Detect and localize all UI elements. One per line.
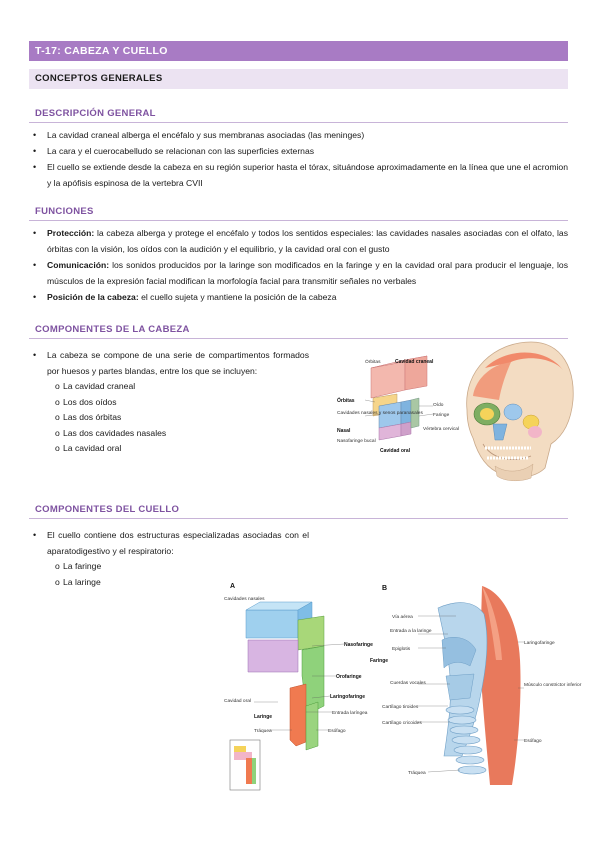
sub-list-item: o La cavidad craneal — [55, 379, 568, 395]
head-compartments-figure — [335, 340, 575, 485]
list-item: • Posición de la cabeza: el cuello sujeta y mantiene la posición de la cabeza — [33, 289, 568, 305]
pharynx-larynx-figure-b — [378, 580, 582, 805]
bullet-icon: • — [33, 228, 37, 238]
bullet-icon: • — [33, 260, 37, 270]
sub-list-item: o La faringe — [55, 559, 568, 575]
list-item: • Protección: la cabeza alberga y protege el encéfalo y todos los sentidos especiales: las cavidades nasales asociadas con el olfato, las órbitas con la visión, los oídos con la audición y el equilibrio, y la cavidad oral con el gusto — [33, 225, 568, 257]
label-entrada-laringe: Entrada a la laringe — [390, 629, 432, 634]
list-item: • La cara y el cuerocabelludo se relacionan con las superficies externas — [33, 143, 568, 159]
page-title: T-17: CABEZA Y CUELLO — [29, 41, 568, 61]
label-cavidad-oral: Cavidad oral — [380, 448, 411, 454]
pharynx-diagram — [246, 602, 344, 750]
circle-bullet-icon: o — [55, 576, 60, 587]
label-musculo: Músculo constrictor inferior — [524, 683, 582, 688]
label-oido: Oído — [433, 403, 444, 408]
panel-label-a: A — [230, 583, 236, 590]
list-item: • La cavidad craneal alberga el encéfalo y sus membranas asociadas (las meninges) — [33, 127, 568, 143]
term: Protección: — [47, 228, 95, 238]
label-cartilago-cricoides: Cartílago cricoides — [382, 721, 422, 726]
list-item: • Comunicación: los sonidos producidos por la laringe son modificados en la faringe y en la cavidad oral para producir el lenguaje, los músculos de la expresión facial modifican la morfología facial para transmitir señales no verbales — [33, 257, 568, 289]
circle-bullet-icon: o — [55, 412, 60, 422]
sub-list-item: o La laringe — [55, 575, 568, 591]
label-orbitas-2: Órbitas — [337, 398, 355, 404]
label-orofaringe: Orofaringe — [336, 674, 362, 680]
section-descripcion — [29, 108, 568, 191]
sub-list-item: o Los dos oídos — [55, 395, 568, 411]
label-epiglotis: Epiglotis — [392, 647, 411, 652]
label-laringe: Laringe — [254, 714, 273, 720]
bullet-icon: • — [33, 146, 37, 156]
circle-bullet-icon: o — [55, 381, 60, 391]
term: Posición de la cabeza: — [47, 292, 139, 302]
circle-bullet-icon: o — [55, 396, 60, 407]
label-cavidad-craneal: Cavidad craneal — [395, 359, 434, 365]
term: Comunicación: — [47, 260, 110, 270]
label-traquea: Tráquea — [254, 729, 272, 734]
list-item: • La cabeza se compone de una serie de compartimentos formados por huesos y partes blandas, entre los que se incluyen: — [33, 347, 309, 379]
bullet-icon: • — [33, 350, 37, 360]
section-heading: COMPONENTES DEL CUELLO — [29, 504, 568, 519]
section-heading: COMPONENTES DE LA CABEZA — [29, 324, 568, 339]
label-esofago: Esófago — [524, 739, 542, 744]
section-funciones — [29, 206, 568, 305]
label-via-aerea: Vía aérea — [392, 615, 413, 620]
list-item: • El cuello se extiende desde la cabeza en su región superior hasta el tórax, situándose aproximadamente en la línea que une el acromion y la apófisis espinosa de la vertebra CVII — [33, 159, 568, 191]
label-orbitas: Órbitas — [365, 360, 381, 365]
label-nasofaringe: Nasofaringe — [344, 642, 373, 648]
label-vertebra: Vértebra cervical — [423, 427, 459, 432]
circle-bullet-icon: o — [55, 561, 60, 571]
circle-bullet-icon: o — [55, 443, 60, 453]
label-nasal: Nasal — [337, 428, 351, 434]
sub-list-item: o La cavidad oral — [55, 441, 568, 457]
label-cavidad-oral: Cavidad oral — [224, 699, 251, 704]
label-cavidades-nasales: Cavidades nasales — [224, 597, 265, 602]
label-faringe: Faringe — [433, 413, 450, 418]
label-cavidades-nasales: Cavidades nasales y senos paranasales — [337, 411, 423, 416]
skull-illustration — [467, 342, 574, 481]
circle-bullet-icon: o — [55, 427, 60, 438]
inset-thumbnail — [230, 740, 260, 790]
label-esofago: Esófago — [328, 729, 346, 734]
list-item: • El cuello contiene dos estructuras especializadas asociadas con el aparatodigestivo y el respiratorio: — [33, 527, 309, 559]
section-cuello — [29, 504, 568, 590]
bullet-icon: • — [33, 530, 37, 540]
bullet-icon: • — [33, 130, 37, 140]
pharynx-larynx-figure-a — [220, 580, 389, 800]
sub-list-item: o Las dos cavidades nasales — [55, 426, 568, 442]
page-subtitle: CONCEPTOS GENERALES — [29, 69, 568, 89]
label-laringofaringe: Laringofaringe — [330, 694, 366, 700]
label-cartilago-tiroides: Cartílago tiroides — [382, 705, 419, 710]
sub-list-item: o Las dos órbitas — [55, 410, 568, 426]
bullet-icon: • — [33, 292, 37, 302]
label-cuerdas-vocales: Cuerdas vocales — [390, 681, 426, 686]
label-nasofaringe-bucal: Nasofaringe bucal — [337, 439, 376, 444]
label-faringe: Faringe — [370, 658, 389, 664]
panel-label-b: B — [382, 585, 388, 592]
section-heading: FUNCIONES — [29, 206, 568, 221]
larynx-illustration — [418, 586, 524, 785]
label-entrada-laringea: Entrada laríngea — [332, 711, 368, 716]
bullet-icon: • — [33, 162, 37, 172]
label-laringofaringe: Laringofaringe — [524, 641, 555, 646]
section-heading: DESCRIPCIÓN GENERAL — [29, 108, 568, 123]
label-traquea: Tráquea — [408, 771, 426, 776]
